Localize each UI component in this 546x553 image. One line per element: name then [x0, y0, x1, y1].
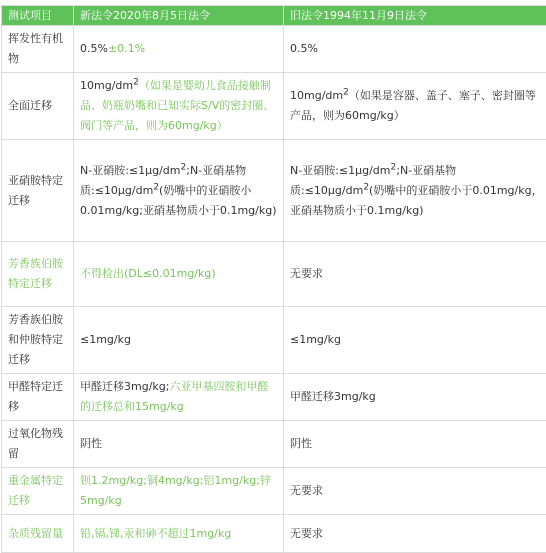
- cell-text: 无要求: [290, 267, 323, 280]
- table-row: [2, 140, 546, 242]
- cell-test-item: [2, 73, 74, 140]
- cell-test-item: [2, 242, 74, 307]
- cell-new-decree: [74, 307, 284, 374]
- cell-test-item: [2, 307, 74, 374]
- cell-text: ;N-亚硝基物质:≤10μg/dm: [290, 164, 456, 197]
- cell-text: 0.5%: [80, 42, 108, 55]
- superscript-text: 2: [153, 182, 159, 192]
- header-cell-old-decree: 旧法令1994年11月9日法令: [284, 6, 546, 26]
- cell-new-decree: [74, 421, 284, 468]
- cell-old-decree: [284, 140, 546, 242]
- table-row: [2, 307, 546, 374]
- header-cell-item: 测试项目: [2, 6, 74, 26]
- cell-text: 钡1.2mg/kg;铜4mg/kg;铝1mg/kg;锌5mg/kg: [80, 474, 271, 507]
- table-row: [2, 421, 546, 468]
- cell-text: 杂质残留量: [8, 527, 63, 540]
- cell-old-decree: [284, 468, 546, 515]
- cell-text: （如果是容器、盖子、塞子、密封圈等产品，则为60mg/kg）: [290, 89, 536, 122]
- cell-text: ±0.1%: [108, 42, 145, 55]
- superscript-text: 2: [343, 87, 349, 97]
- cell-test-item: [2, 374, 74, 421]
- cell-test-item: [2, 26, 74, 73]
- cell-text: 10mg/dm: [80, 79, 133, 92]
- cell-test-item: [2, 468, 74, 515]
- cell-text: 阴性: [80, 437, 102, 450]
- cell-old-decree: [284, 73, 546, 140]
- cell-new-decree: [74, 242, 284, 307]
- cell-new-decree: [74, 140, 284, 242]
- cell-text: N-亚硝胺:≤1μg/dm: [80, 164, 181, 177]
- cell-text: 全面迁移: [8, 99, 52, 112]
- cell-text: 甲醛迁移3mg/kg;: [80, 380, 169, 393]
- cell-text: 芳香族伯胺特定迁移: [8, 257, 63, 290]
- cell-old-decree: [284, 242, 546, 307]
- cell-new-decree: [74, 468, 284, 515]
- cell-text: ≤1mg/kg: [80, 333, 131, 346]
- cell-text: 过氧化物残留: [8, 427, 63, 460]
- table-body: [2, 6, 546, 553]
- cell-text: ;N-亚硝基物质:≤10μg/dm: [80, 164, 246, 197]
- cell-text: 无要求: [290, 484, 323, 497]
- cell-old-decree: [284, 26, 546, 73]
- cell-text: 重金属特定迁移: [8, 474, 63, 507]
- table-row: [2, 73, 546, 140]
- cell-test-item: [2, 421, 74, 468]
- cell-text: 芳香族伯胺和仲胺特定迁移: [8, 313, 63, 366]
- cell-text: 10mg/dm: [290, 89, 343, 102]
- cell-old-decree: [284, 421, 546, 468]
- cell-text: （如果是婴幼儿食品接触制品、奶瓶奶嘴和已知实际S/V的密封圈、阀门等产品，则为60mg/kg）: [80, 79, 274, 132]
- cell-text: 铅,镉,锑,汞和砷不超过1mg/kg: [80, 527, 231, 540]
- table-row: [2, 374, 546, 421]
- table-row: [2, 468, 546, 515]
- table-row: [2, 26, 546, 73]
- cell-text: 阴性: [290, 437, 312, 450]
- cell-old-decree: [284, 374, 546, 421]
- superscript-text: 2: [133, 77, 139, 87]
- header-cell-new-decree: 新法令2020年8月5日法令: [74, 6, 284, 26]
- cell-text: 0.5%: [290, 42, 318, 55]
- cell-text: 不得检出(DL≤0.01mg/kg): [80, 267, 216, 280]
- table-header-row: [2, 6, 546, 26]
- cell-text: N-亚硝胺:≤1μg/dm: [290, 164, 391, 177]
- cell-text: 挥发性有机物: [8, 32, 63, 65]
- superscript-text: 2: [363, 182, 369, 192]
- superscript-text: 2: [181, 162, 187, 172]
- cell-test-item: [2, 140, 74, 242]
- cell-text: 甲醛特定迁移: [8, 380, 63, 413]
- cell-text: ≤1mg/kg: [290, 333, 341, 346]
- cell-text: 亚硝胺特定迁移: [8, 174, 63, 207]
- cell-text: (奶嘴中的亚硝胺小于0.01mg/kg，亚硝基物质小于0.1mg/kg): [290, 184, 543, 217]
- cell-text: 无要求: [290, 527, 323, 540]
- cell-old-decree: [284, 307, 546, 374]
- regulation-comparison-table: [1, 5, 546, 553]
- cell-new-decree: [74, 26, 284, 73]
- cell-new-decree: [74, 374, 284, 421]
- superscript-text: 2: [391, 162, 397, 172]
- table-row: [2, 242, 546, 307]
- cell-new-decree: [74, 73, 284, 140]
- cell-text: (奶嘴中的亚硝胺小0.01mg/kg;亚硝基物质小于0.1mg/kg): [80, 184, 277, 217]
- cell-text: 六亚甲基四胺和甲醛的迁移总和15mg/kg: [80, 380, 268, 413]
- cell-text: 甲醛迁移3mg/kg: [290, 390, 376, 403]
